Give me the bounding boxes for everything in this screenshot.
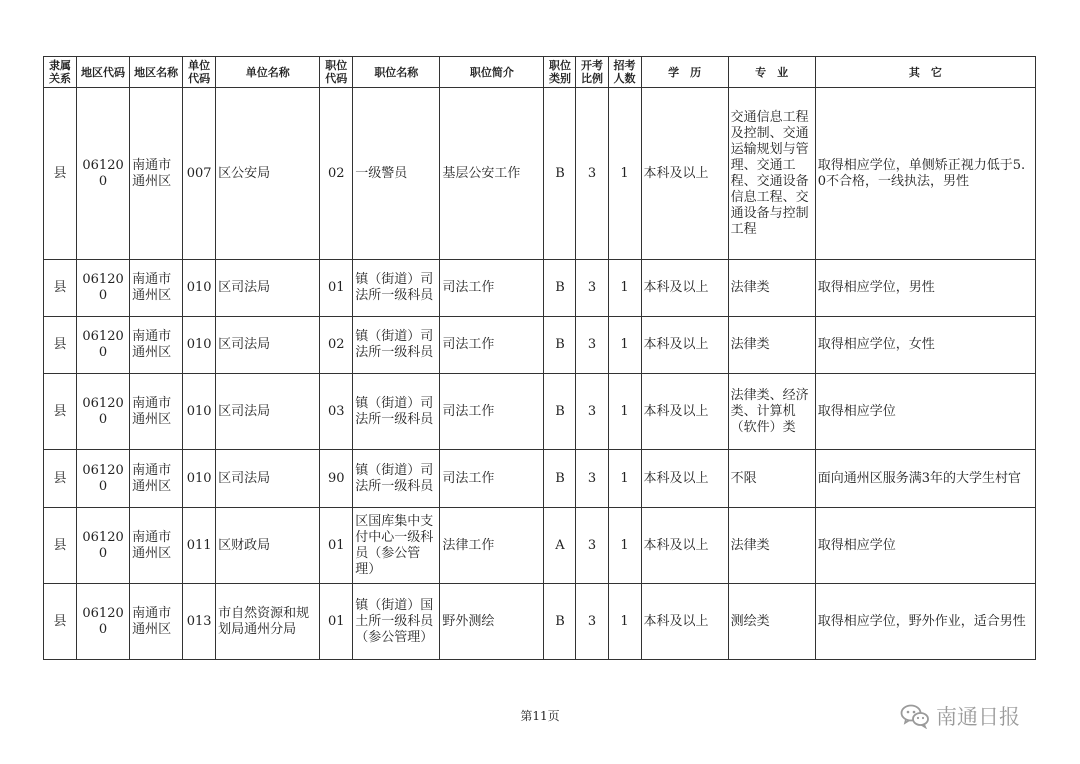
cell-position-category: B (544, 450, 576, 508)
wechat-icon (900, 703, 930, 729)
cell-region-code: 061200 (77, 260, 130, 317)
cell-education: 本科及以上 (641, 317, 728, 374)
cell-education: 本科及以上 (641, 374, 728, 450)
cell-position-name: 一级警员 (353, 88, 440, 260)
header-relation: 隶属关系 (44, 57, 77, 88)
cell-relation: 县 (44, 260, 77, 317)
table-row (44, 508, 1036, 584)
table-row (44, 317, 1036, 374)
header-unit-code: 单位代码 (183, 57, 216, 88)
cell-education: 本科及以上 (641, 584, 728, 660)
cell-region-name: 南通市通州区 (130, 317, 183, 374)
cell-major: 交通信息工程及控制、交通运输规划与管理、交通工程、交通设备信息工程、交通设备与控制工程 (728, 88, 815, 260)
header-unit-name: 单位名称 (216, 57, 320, 88)
watermark-text: 南通日报 (936, 705, 1020, 729)
cell-exam-ratio: 3 (576, 508, 608, 584)
cell-region-name: 南通市通州区 (130, 88, 183, 260)
cell-position-category: B (544, 584, 576, 660)
header-major: 专 业 (728, 57, 815, 88)
cell-hire-count: 1 (608, 508, 641, 584)
cell-other: 取得相应学位 (815, 508, 1035, 584)
cell-unit-code: 010 (183, 260, 216, 317)
cell-unit-code: 010 (183, 450, 216, 508)
cell-other: 取得相应学位，女性 (815, 317, 1035, 374)
cell-unit-name: 区司法局 (216, 374, 320, 450)
cell-education: 本科及以上 (641, 88, 728, 260)
header-position-name: 职位名称 (353, 57, 440, 88)
cell-hire-count: 1 (608, 260, 641, 317)
cell-unit-name: 区公安局 (216, 88, 320, 260)
cell-position-name: 镇（街道）司法所一级科员 (353, 260, 440, 317)
cell-hire-count: 1 (608, 88, 641, 260)
cell-region-code: 061200 (77, 317, 130, 374)
cell-relation: 县 (44, 508, 77, 584)
cell-other: 取得相应学位，野外作业，适合男性 (815, 584, 1035, 660)
cell-region-name: 南通市通州区 (130, 260, 183, 317)
cell-position-category: B (544, 260, 576, 317)
cell-major: 法律类 (728, 508, 815, 584)
cell-position-name: 镇（街道）国土所一级科员（参公管理） (353, 584, 440, 660)
cell-region-code: 061200 (77, 88, 130, 260)
cell-hire-count: 1 (608, 374, 641, 450)
cell-position-category: B (544, 374, 576, 450)
table-row (44, 584, 1036, 660)
cell-region-name: 南通市通州区 (130, 374, 183, 450)
cell-region-code: 061200 (77, 450, 130, 508)
cell-unit-code: 010 (183, 317, 216, 374)
cell-position-category: B (544, 317, 576, 374)
cell-major: 不限 (728, 450, 815, 508)
cell-position-name: 镇（街道）司法所一级科员 (353, 450, 440, 508)
cell-unit-name: 区司法局 (216, 317, 320, 374)
cell-position-code: 03 (320, 374, 353, 450)
cell-unit-code: 013 (183, 584, 216, 660)
cell-relation: 县 (44, 584, 77, 660)
cell-position-desc: 司法工作 (440, 450, 544, 508)
cell-position-desc: 基层公安工作 (440, 88, 544, 260)
cell-position-category: A (544, 508, 576, 584)
header-exam-ratio: 开考比例 (576, 57, 608, 88)
recruitment-table (43, 56, 1036, 660)
cell-relation: 县 (44, 374, 77, 450)
cell-major: 法律类 (728, 260, 815, 317)
header-position-category: 职位类别 (544, 57, 576, 88)
cell-position-desc: 野外测绘 (440, 584, 544, 660)
header-hire-count: 招考人数 (608, 57, 641, 88)
cell-other: 取得相应学位，单侧矫正视力低于5.0不合格，一线执法，男性 (815, 88, 1035, 260)
cell-unit-name: 区司法局 (216, 450, 320, 508)
cell-exam-ratio: 3 (576, 317, 608, 374)
cell-education: 本科及以上 (641, 450, 728, 508)
cell-position-code: 90 (320, 450, 353, 508)
cell-position-name: 镇（街道）司法所一级科员 (353, 317, 440, 374)
cell-region-name: 南通市通州区 (130, 584, 183, 660)
cell-region-code: 061200 (77, 374, 130, 450)
cell-position-code: 01 (320, 260, 353, 317)
cell-major: 法律类 (728, 317, 815, 374)
cell-relation: 县 (44, 450, 77, 508)
header-region-name: 地区名称 (130, 57, 183, 88)
cell-unit-code: 010 (183, 374, 216, 450)
cell-other: 取得相应学位 (815, 374, 1035, 450)
cell-position-desc: 司法工作 (440, 260, 544, 317)
table-row (44, 450, 1036, 508)
cell-hire-count: 1 (608, 450, 641, 508)
cell-region-name: 南通市通州区 (130, 508, 183, 584)
cell-exam-ratio: 3 (576, 374, 608, 450)
table-row (44, 374, 1036, 450)
cell-relation: 县 (44, 88, 77, 260)
cell-education: 本科及以上 (641, 508, 728, 584)
cell-major: 法律类、经济类、计算机（软件）类 (728, 374, 815, 450)
header-other: 其 它 (815, 57, 1035, 88)
cell-relation: 县 (44, 317, 77, 374)
cell-education: 本科及以上 (641, 260, 728, 317)
header-region-code: 地区代码 (77, 57, 130, 88)
cell-other: 取得相应学位，男性 (815, 260, 1035, 317)
cell-unit-code: 011 (183, 508, 216, 584)
recruitment-table-container (43, 56, 1036, 660)
cell-hire-count: 1 (608, 317, 641, 374)
table-row (44, 260, 1036, 317)
cell-position-code: 01 (320, 584, 353, 660)
header-education: 学 历 (641, 57, 728, 88)
header-row (44, 57, 1036, 88)
cell-exam-ratio: 3 (576, 260, 608, 317)
cell-position-desc: 司法工作 (440, 317, 544, 374)
cell-unit-name: 市自然资源和规划局通州分局 (216, 584, 320, 660)
watermark (900, 700, 1020, 732)
cell-position-code: 01 (320, 508, 353, 584)
cell-position-category: B (544, 88, 576, 260)
cell-unit-code: 007 (183, 88, 216, 260)
cell-region-code: 061200 (77, 508, 130, 584)
cell-position-name: 区国库集中支付中心一级科员（参公管理） (353, 508, 440, 584)
cell-exam-ratio: 3 (576, 584, 608, 660)
page-number: 第11页 (520, 709, 560, 723)
cell-unit-name: 区司法局 (216, 260, 320, 317)
cell-position-desc: 司法工作 (440, 374, 544, 450)
cell-hire-count: 1 (608, 584, 641, 660)
cell-position-code: 02 (320, 317, 353, 374)
cell-unit-name: 区财政局 (216, 508, 320, 584)
header-position-desc: 职位简介 (440, 57, 544, 88)
cell-position-code: 02 (320, 88, 353, 260)
cell-major: 测绘类 (728, 584, 815, 660)
cell-position-desc: 法律工作 (440, 508, 544, 584)
cell-exam-ratio: 3 (576, 88, 608, 260)
cell-region-name: 南通市通州区 (130, 450, 183, 508)
cell-region-code: 061200 (77, 584, 130, 660)
table-row (44, 88, 1036, 260)
cell-position-name: 镇（街道）司法所一级科员 (353, 374, 440, 450)
header-position-code: 职位代码 (320, 57, 353, 88)
cell-other: 面向通州区服务满3年的大学生村官 (815, 450, 1035, 508)
cell-exam-ratio: 3 (576, 450, 608, 508)
